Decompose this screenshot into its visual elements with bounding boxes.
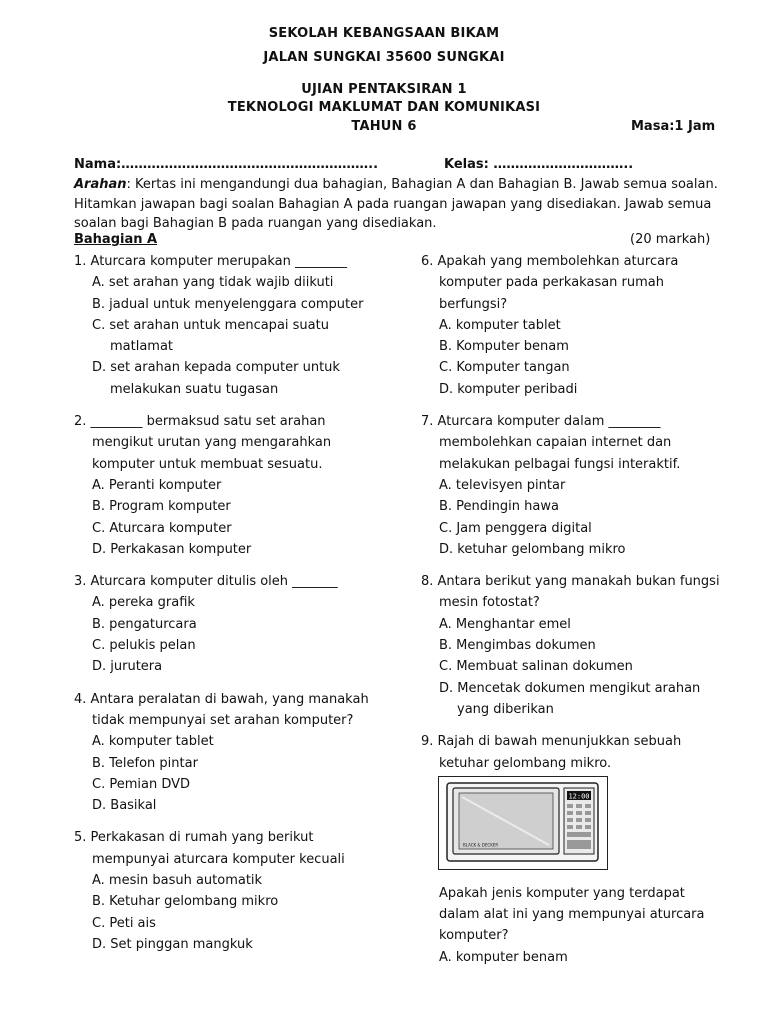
- microwave-brand: BLACK & DECKER: [463, 842, 499, 848]
- subject-title: TEKNOLOGI MAKLUMAT DAN KOMUNIKASI: [227, 100, 541, 115]
- school-name: SEKOLAH KEBANGSAAN BIKAM: [268, 26, 500, 41]
- question-2-option: C. Aturcara komputer: [92, 520, 232, 536]
- question-8: [421, 571, 741, 720]
- question-1-option: B. jadual untuk menyelenggara computer: [92, 296, 364, 312]
- question-6-stem-line: 6. Apakah yang membolehkan aturcara: [421, 254, 679, 269]
- question-3-option: B. pengaturcara: [92, 616, 197, 632]
- question-7-stem-line: membolehkan capaian internet dan: [439, 435, 672, 451]
- question-8-option: yang diberikan: [457, 701, 554, 717]
- instructions: [74, 175, 734, 234]
- question-3-option: D. jurutera: [92, 659, 163, 675]
- instruction-text: : Kertas ini mengandungi dua bahagian, Bahagian A dan Bahagian B. Jawab semua soalan. Hitamkan jawapan bagi soalan Bahagian A pada ruangan jawapan yang disediakan. Jawab semua soalan bagi Bahagian B pada ruangan yang disediakan.: [74, 177, 718, 231]
- year-title: TAHUN 6: [351, 119, 417, 134]
- question-7-option: A. televisyen pintar: [439, 477, 566, 493]
- question-4: [74, 689, 404, 817]
- question-1-option: D. set arahan kepada computer untuk: [92, 360, 340, 376]
- question-2-option: B. Program komputer: [92, 499, 231, 515]
- question-9-option: A. komputer benam: [439, 949, 568, 965]
- instruction-label: Arahan: [74, 177, 127, 192]
- question-2-option: D. Perkakasan komputer: [92, 541, 252, 557]
- question-8-stem-line: 8. Antara berikut yang manakah bukan fungsi: [421, 574, 720, 590]
- name-field-label: Nama:…………………………………………………..: [74, 157, 379, 172]
- question-5-option: A. mesin basuh automatik: [92, 873, 263, 889]
- question-6-option: B. Komputer benam: [439, 339, 569, 355]
- question-6-stem-line: komputer pada perkakasan rumah: [439, 275, 665, 291]
- question-8-option: B. Mengimbas dokumen: [439, 638, 596, 654]
- questions-left-column: [74, 251, 404, 955]
- question-6-stem-line: berfungsi?: [439, 296, 508, 312]
- question-3-stem-line: 3. Aturcara komputer ditulis oleh _______: [74, 574, 338, 590]
- question-7-stem-line: 7. Aturcara komputer dalam ________: [421, 414, 661, 430]
- question-5-option: C. Peti ais: [92, 915, 156, 931]
- question-9-followup-line: dalam alat ini yang mempunyai aturcara: [439, 907, 705, 923]
- question-9-stem-line: ketuhar gelombang mikro.: [439, 755, 612, 771]
- question-7-option: B. Pendingin hawa: [439, 499, 559, 515]
- question-9-followup-line: komputer?: [439, 928, 509, 944]
- question-4-option: B. Telefon pintar: [92, 755, 198, 771]
- question-6: [421, 251, 741, 400]
- question-gap: [74, 816, 404, 827]
- question-1-stem-line: 1. Aturcara komputer merupakan ________: [74, 254, 347, 269]
- time-allowed: Masa:1 Jam: [631, 119, 716, 134]
- question-5-option: B. Ketuhar gelombang mikro: [92, 894, 279, 910]
- question-2-stem-line: mengikut urutan yang mengarahkan: [92, 435, 332, 451]
- question-7: [421, 411, 741, 560]
- question-2-stem-line: komputer untuk membuat sesuatu.: [92, 456, 323, 472]
- question-9-followup-line: Apakah jenis komputer yang terdapat: [439, 885, 685, 901]
- question-gap: [74, 400, 404, 411]
- question-4-option: C. Pemian DVD: [92, 776, 191, 792]
- question-4-stem-line: 4. Antara peralatan di bawah, yang manakah: [74, 691, 369, 707]
- microwave-image: [438, 776, 608, 870]
- question-gap: [421, 560, 741, 571]
- question-2: [74, 411, 404, 560]
- question-4-stem-line: tidak mempunyai set arahan komputer?: [92, 712, 354, 728]
- question-5: [74, 827, 404, 955]
- question-1-option: A. set arahan yang tidak wajib diikuti: [92, 275, 334, 291]
- question-gap: [74, 560, 404, 571]
- microwave-display: 12:00: [568, 792, 590, 801]
- question-3-option: C. pelukis pelan: [92, 638, 196, 654]
- question-8-option: C. Membuat salinan dokumen: [439, 659, 633, 675]
- question-7-option: D. ketuhar gelombang mikro: [439, 541, 626, 557]
- question-8-option: A. Menghantar emel: [439, 616, 571, 632]
- school-address: JALAN SUNGKAI 35600 SUNGKAI: [263, 50, 505, 65]
- question-6-option: A. komputer tablet: [439, 317, 561, 333]
- question-5-option: D. Set pinggan mangkuk: [92, 936, 253, 952]
- question-4-option: A. komputer tablet: [92, 734, 214, 750]
- question-7-option: C. Jam penggera digital: [439, 520, 592, 536]
- class-field-label: Kelas: …………………………..: [444, 157, 634, 172]
- microwave-icon: [439, 777, 606, 868]
- question-4-option: D. Basikal: [92, 798, 157, 814]
- question-5-stem-line: 5. Perkakasan di rumah yang berikut: [74, 830, 314, 846]
- question-1-option: matlamat: [110, 339, 174, 355]
- question-5-stem-line: mempunyai aturcara komputer kecuali: [92, 851, 345, 867]
- question-1-option: melakukan suatu tugasan: [110, 381, 279, 397]
- question-2-stem-line: 2. ________ bermaksud satu set arahan: [74, 414, 326, 430]
- question-3: [74, 571, 404, 677]
- question-gap: [74, 678, 404, 689]
- question-8-stem-line: mesin fotostat?: [439, 595, 540, 611]
- question-gap: [421, 400, 741, 411]
- question-gap: [421, 720, 741, 731]
- question-6-option: C. Komputer tangan: [439, 360, 570, 376]
- question-2-option: A. Peranti komputer: [92, 477, 222, 493]
- exam-title: UJIAN PENTAKSIRAN 1: [301, 82, 467, 97]
- section-title: Bahagian A: [74, 232, 158, 247]
- question-6-option: D. komputer peribadi: [439, 381, 578, 397]
- question-9-stem-line: 9. Rajah di bawah menunjukkan sebuah: [421, 734, 682, 750]
- question-3-option: A. pereka grafik: [92, 595, 195, 611]
- question-7-stem-line: melakukan pelbagai fungsi interaktif.: [439, 456, 681, 472]
- question-1: [74, 251, 404, 400]
- question-1-option: C. set arahan untuk mencapai suatu: [92, 317, 329, 333]
- section-marks: (20 markah): [630, 232, 711, 247]
- question-8-option: D. Mencetak dokumen mengikut arahan: [439, 680, 701, 696]
